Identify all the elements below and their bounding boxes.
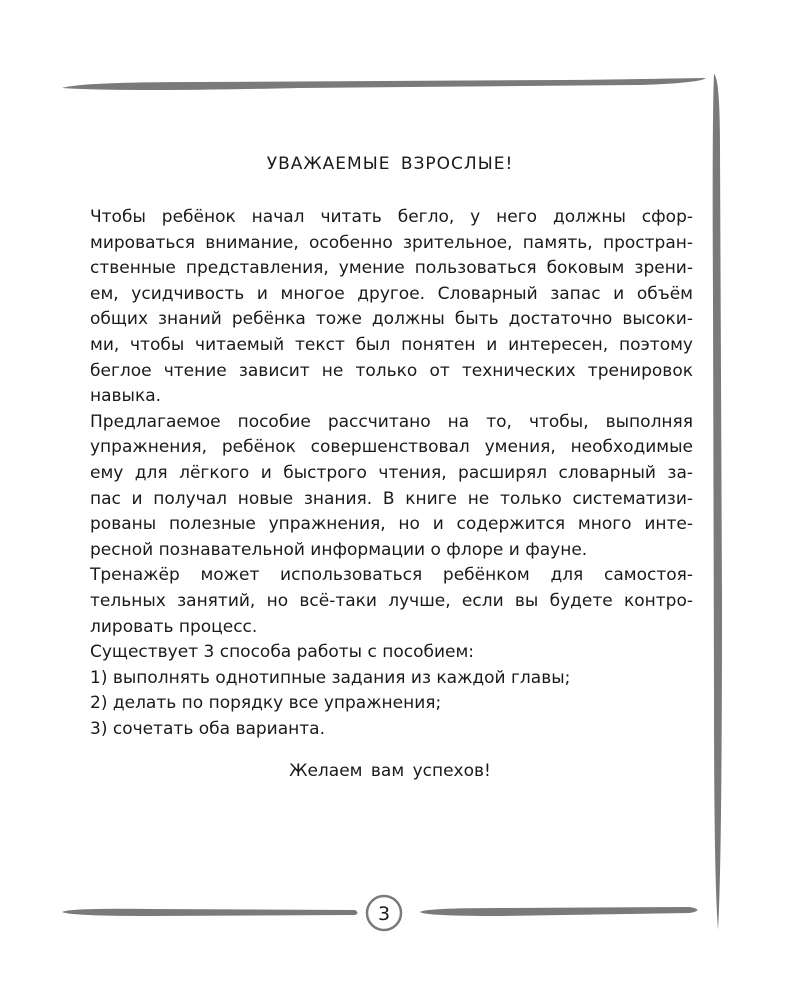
- text-line: беглое чтение зависит не только от технических тренировок: [90, 360, 693, 381]
- method-item: 2) делать по порядку все упражнения;: [90, 693, 442, 714]
- closing-wish: Желаем вам успехов!: [289, 761, 491, 781]
- text-line: Чтобы ребёнок начал читать бегло, у него должны сфор-: [90, 207, 693, 227]
- top-border-stroke: [62, 78, 706, 90]
- page-heading: УВАЖАЕМЫЕ ВЗРОСЛЫЕ!: [266, 154, 514, 174]
- text-line: ем, усидчивость и многое другое. Словарный запас и объём: [90, 283, 693, 304]
- right-border-stroke: [713, 74, 722, 930]
- text-line: Предлагаемое пособие рассчитано на то, чтобы, выполняя: [90, 411, 693, 432]
- paragraph-1: [90, 205, 693, 410]
- text-line: лировать процесс.: [90, 616, 258, 637]
- text-line: тельных занятий, но всё-таки лучше, если вы будете контро-: [90, 590, 693, 611]
- method-item: 1) выполнять однотипные задания из каждой главы;: [90, 667, 571, 688]
- text-line: ресной познавательной информации о флоре и фауне.: [90, 539, 588, 560]
- text-line: Тренажёр может использоваться ребёнком для самостоя-: [90, 565, 693, 586]
- paragraph-2: [90, 410, 693, 564]
- text-line: общих знаний ребёнка тоже должны быть достаточно высоки-: [90, 309, 693, 330]
- bottom-right-border-stroke: [420, 907, 698, 916]
- text-line: ственные представления, умение пользоваться боковым зрени-: [90, 258, 693, 279]
- text-line: мироваться внимание, особенно зрительное, память, простран-: [90, 232, 693, 253]
- method-item: 3) сочетать оба варианта.: [90, 718, 325, 739]
- text-line: ему для лёгкого и быстрого чтения, расширял словарный за-: [90, 462, 693, 483]
- methods-intro: Существует 3 способа работы с пособием:: [90, 642, 475, 663]
- bottom-left-border-stroke: [62, 909, 358, 916]
- methods-list: [90, 640, 693, 742]
- text-line: пас и получал новые знания. В книге не только систематизи-: [90, 488, 693, 509]
- text-line: рованы полезные упражнения, но и содержится много инте-: [90, 514, 693, 535]
- text-line: ми, чтобы читаемый текст был понятен и интересен, поэтому: [90, 334, 693, 355]
- body-text: [90, 205, 693, 742]
- paragraph-3: [90, 563, 693, 640]
- text-line: упражнения, ребёнок совершенствовал умения, необходимые: [90, 437, 693, 458]
- text-line: навыка.: [90, 386, 162, 407]
- page-number: 3: [377, 903, 391, 925]
